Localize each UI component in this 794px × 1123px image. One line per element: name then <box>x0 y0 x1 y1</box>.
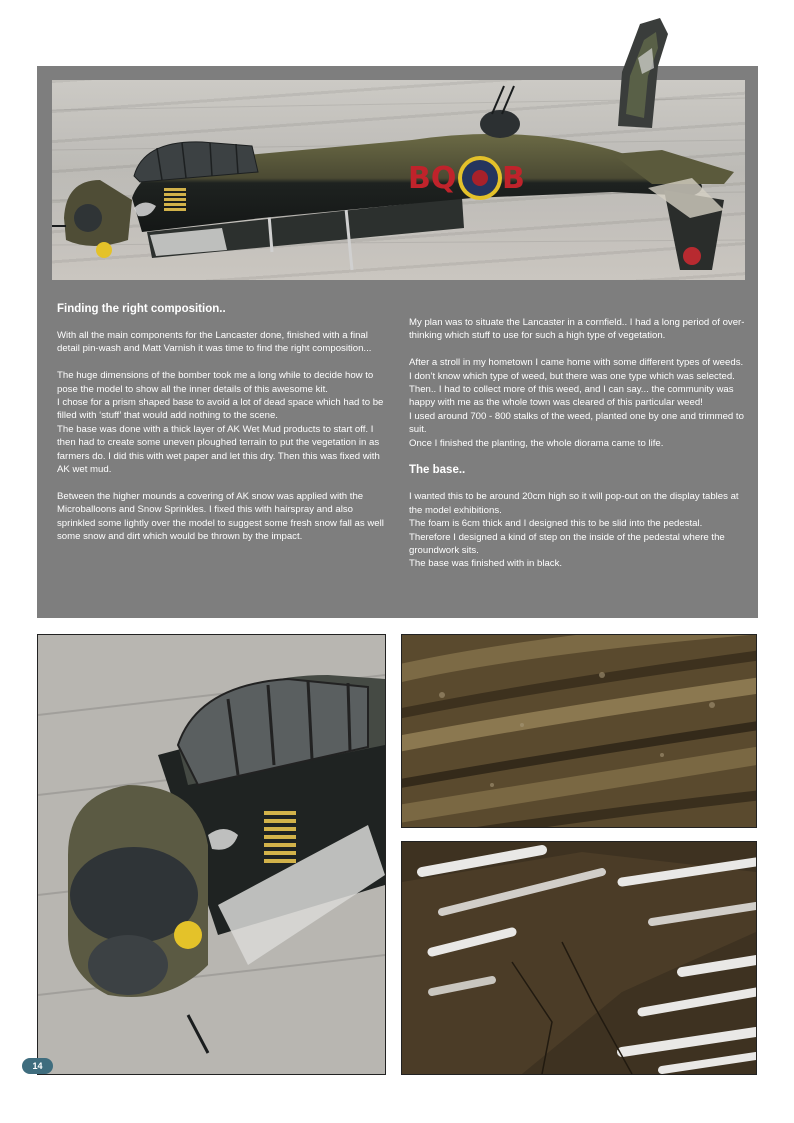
mud-terrain-illustration <box>402 635 756 827</box>
aircraft-code-left: BQ <box>408 161 457 196</box>
page-number: 14 <box>22 1058 53 1074</box>
snow-terrain-illustration <box>402 842 756 1074</box>
paragraph: My plan was to situate the Lancaster in a cornfield.. I had a long period of over-thinking which stuff to use for such a high type of vegetation. <box>409 317 745 342</box>
heading-the-base: The base.. <box>409 464 466 477</box>
paragraph: I wanted this to be around 20cm high so it will pop-out on the display tables at the model exhibitions. The foam is 6cm thick and I designed this to be slid into the pedestal. Therefore I designed a kind of step on the inside of the pedestal where the groundwork sits. The base was finished with in black. <box>409 491 739 570</box>
tail-fin-overhang <box>612 18 722 128</box>
heading-finding-composition: Finding the right composition.. <box>57 303 226 315</box>
paragraph: With all the main components for the Lancaster done, finished with a final detail pin-wash and Matt Varnish it was time to find the right composition... <box>57 330 372 355</box>
right-text-column <box>409 316 745 584</box>
aircraft-code-right: B <box>502 161 525 196</box>
photo-snow-terrain <box>401 841 757 1075</box>
nose-closeup-illustration <box>38 635 385 1074</box>
paragraph: The huge dimensions of the bomber took me a long while to decide how to pose the model to show all the inner details of this awesome kit. I chose for a prism shaped base to avoid a lot of dead space which had to be filled with ‘stuff’ that would add nothing to the scene. The base was done with a thick layer of AK Wet Mud products to start off. I then had to create some uneven ploughed terrain to put the vegetation in as farmers do. I did this with wet paper and let this dry. Then this was fixed with AK wet mud. <box>57 370 384 476</box>
paragraph: After a stroll in my hometown I came home with some different types of weeds. I don’t know which type of weed, but there was one type which was selected. Then.. I had to collect more of this weed, and I can say... the community was happy with me as the whole town was cleared of this particular weed! I used around 700 - 800 stalks of the weed, planted one by one and trimmed to suit. Once I finished the planting, the whole diorama came to life. <box>409 357 744 449</box>
paragraph: Between the higher mounds a covering of AK snow was applied with the Microballoons and Snow Sprinkles. I fixed this with hairspray and also sprinkled some lightly over the model to suggest some fresh snow fall as well some snow and dirt which would be thrown by the impact. <box>57 490 384 543</box>
photo-nose-closeup <box>37 634 386 1075</box>
left-text-column <box>57 302 392 557</box>
photo-mud-terrain <box>401 634 757 828</box>
